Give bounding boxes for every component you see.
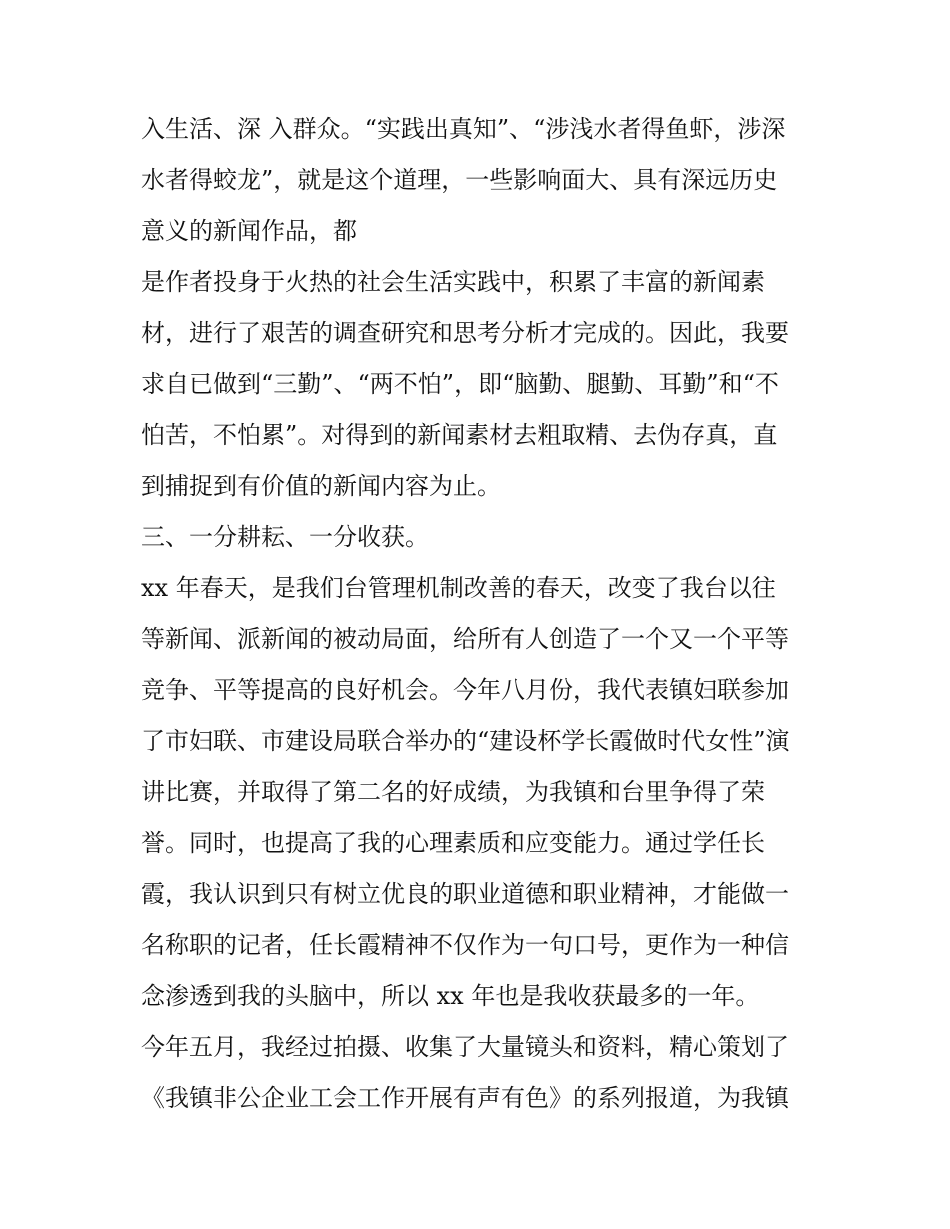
text-line: 名称职的记者，任长霞精神不仅作为一句口号，更作为一种信	[141, 931, 789, 959]
text-line: 水者得蛟龙”，就是这个道理，一些影响面大、具有深远历史	[141, 166, 778, 194]
text-line: xx 年春天，是我们台管理机制改善的春天，改变了我台以往	[141, 574, 776, 602]
text-line: 入生活、深 入群众。“实践出真知”、“涉浅水者得鱼虾，涉深	[141, 115, 786, 143]
text-line: 今年五月，我经过拍摄、收集了大量镜头和资料，精心策划了	[141, 1033, 789, 1061]
text-line: 等新闻、派新闻的被动局面，给所有人创造了一个又一个平等	[141, 625, 789, 653]
text-line: 材，进行了艰苦的调查研究和思考分析才完成的。因此，我要	[141, 319, 789, 347]
section-heading: 三、一分耕耘、一分收获。	[141, 523, 429, 551]
text-line: 讲比赛，并取得了第二名的好成绩，为我镇和台里争得了荣	[141, 778, 765, 806]
text-line: 霞，我认识到只有树立优良的职业道德和职业精神，才能做一	[141, 880, 789, 908]
text-line: 《我镇非公企业工会工作开展有声有色》的系列报道，为我镇	[141, 1084, 789, 1112]
text-line: 念渗透到我的头脑中，所以 xx 年也是我收获最多的一年。	[141, 982, 760, 1010]
text-line: 意义的新闻作品，都	[141, 217, 357, 245]
body-text	[141, 104, 821, 1124]
text-line: 竞争、平等提高的良好机会。今年八月份，我代表镇妇联参加	[141, 676, 789, 704]
text-line: 是作者投身于火热的社会生活实践中，积累了丰富的新闻素	[141, 268, 765, 296]
text-line: 到捕捉到有价值的新闻内容为止。	[141, 472, 501, 500]
text-line: 誉。同时，也提高了我的心理素质和应变能力。通过学任长	[141, 829, 765, 857]
text-line: 求自已做到“三勤”、“两不怕”，即“脑勤、腿勤、耳勤”和“不	[141, 370, 779, 398]
text-line: 了市妇联、市建设局联合举办的“建设杯学长霞做时代女性”演	[141, 727, 790, 755]
text-line: 怕苦，不怕累”。对得到的新闻素材去粗取精、去伪存真，直	[141, 421, 778, 449]
